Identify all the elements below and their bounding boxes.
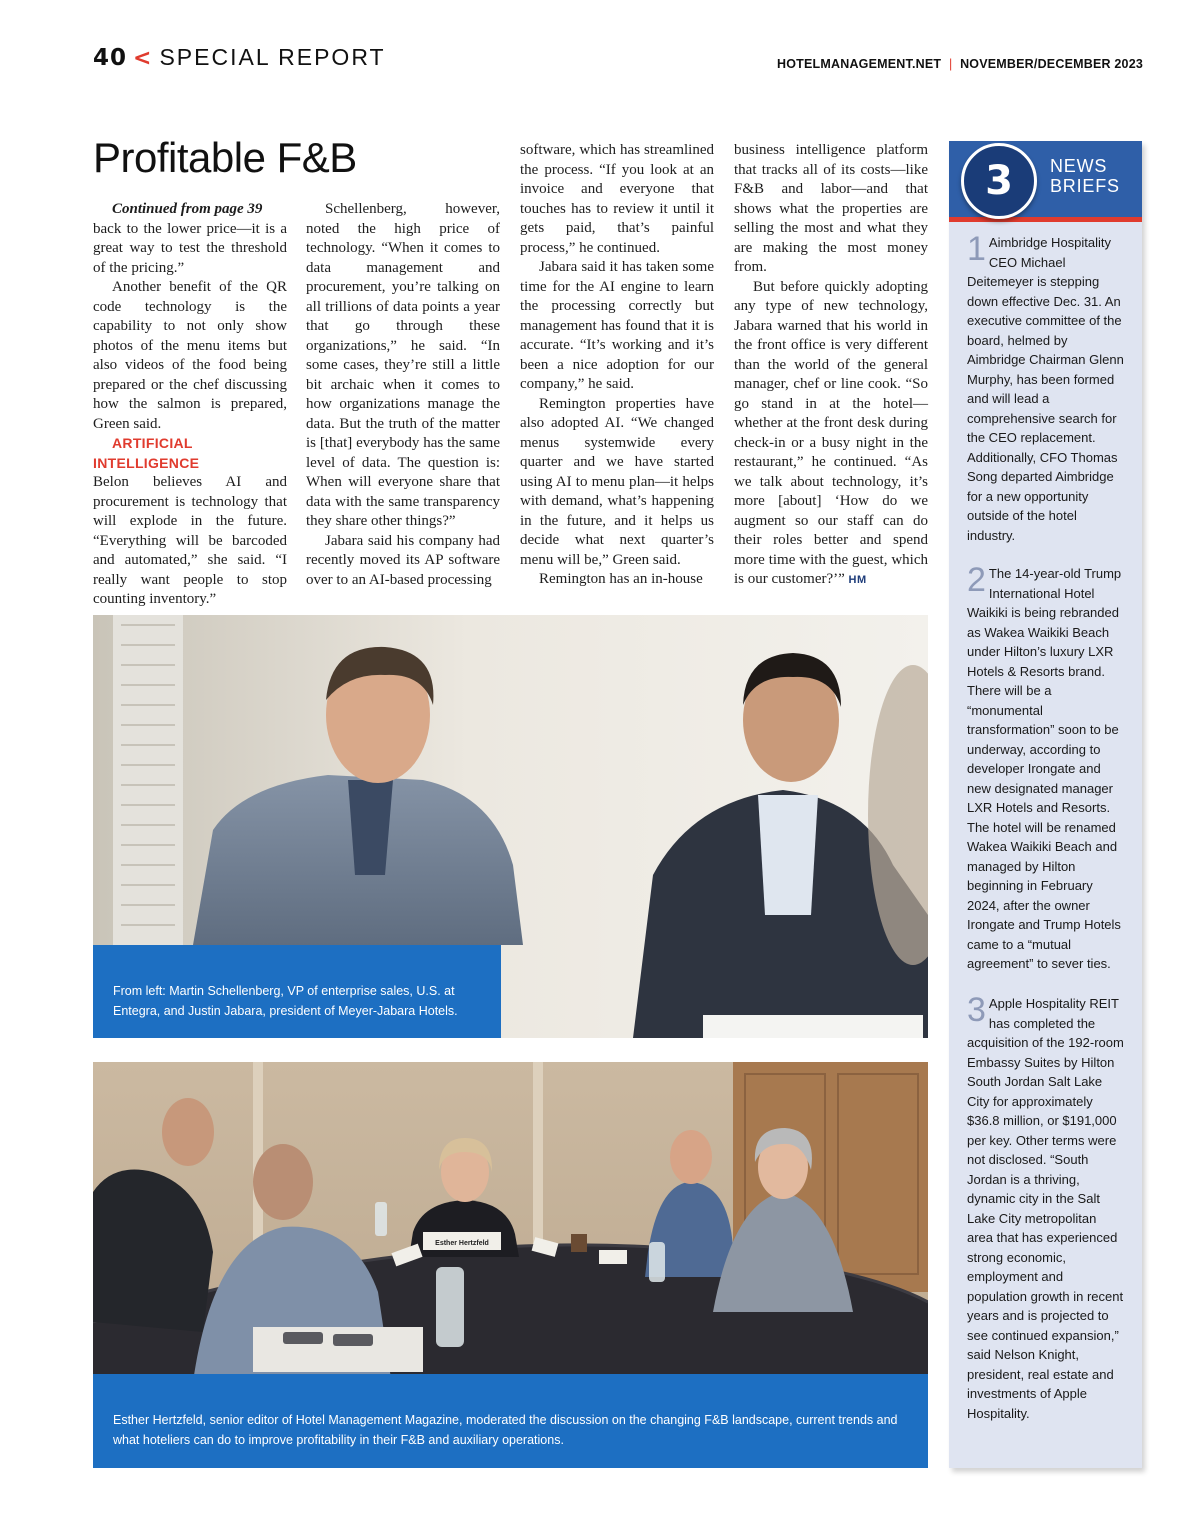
sidebar-stripe (949, 217, 1142, 222)
paragraph: software, which has streamlined the process. “If you look at an invoice and everyone that touches has to review it until it gets paid, that’s painful process,” he continued. (520, 142, 714, 256)
sidebar-title-line: NEWS (1050, 156, 1108, 176)
paragraph: Remington properties have also adopted AI. “We changed menus systemwide every quarter and we have started using AI to menu plan—it helps with demand, what’s happening in the future, and it helps us decide what next quarter’s menu will be,” Green said. (520, 395, 714, 568)
chevron-left-icon: < (133, 46, 152, 71)
photo-caption: Esther Hertzfeld, senior editor of Hotel Management Magazine, moderated the discussion on the changing F&B landscape, current trends and what hoteliers can do to improve profitability in their F&B and auxiliary operations. (93, 1374, 928, 1468)
paragraph: Remington has an in-house (539, 571, 703, 587)
section-label: SPECIAL REPORT (159, 44, 386, 70)
paragraph: Another benefit of the QR code technology is the capability to not only show photos of the menu items but also videos of the food being prepared or the chef discussing how the salmon is prepared, Green said. (93, 279, 287, 432)
brief-count: 3 (985, 158, 1013, 204)
paragraph-final (734, 278, 928, 591)
paragraph: back to the lower price—it is a great way to test the threshold of the pricing.” (93, 220, 287, 276)
article-title: Profitable F&B (93, 134, 357, 181)
news-brief (967, 561, 1125, 974)
continued-from-label: Continued from page 39 (112, 201, 263, 217)
news-brief (967, 230, 1125, 545)
paragraph: Belon believes AI and procurement is technology that will explode in the future. “Everything will be barcoded and automated,” she said. “I really want people to stop counting inventory.” (93, 474, 287, 607)
article-column-1 (93, 200, 287, 610)
paragraph: business intelligence platform that tracks all of its costs—like F&B and labor—and that shows what the properties are selling the most and what they are making the most money from. (734, 142, 928, 275)
paragraph: Jabara said it has taken some time for the AI engine to learn the processing correctly but management has found that it is accurate. “It’s working and it’s been a nice adoption for our company,” he said. (520, 259, 714, 392)
article-column-3 (520, 141, 714, 590)
sidebar-title (1050, 156, 1120, 196)
page-header-right (777, 57, 1143, 71)
photo-roundtable (93, 1062, 928, 1468)
end-mark: HM (848, 574, 867, 586)
issue-date: NOVEMBER/DECEMBER 2023 (960, 57, 1143, 71)
nameplate-label: Esther Hertzfeld (435, 1240, 489, 1247)
article-column-2 (306, 200, 500, 590)
brief-text: The 14-year-old Trump International Hotel Waikiki is being rebranded as Wakea Waikiki Beach under Hilton’s luxury LXR Hotels & Resorts brand. There will be a “monumental transformation” soon to be underway, according to developer Irongate and new designated manager LXR Hotels and Resorts. The hotel will be renamed Wakea Waikiki Beach and managed by Hilton beginning in February 2024, after the owner Irongate and Trump Hotels came to a “mutual agreement” to sever ties. (967, 566, 1122, 971)
site-name: HOTELMANAGEMENT.NET (777, 57, 942, 71)
brief-number: 2 (967, 561, 986, 599)
photo-panelists (93, 615, 928, 1038)
photo-caption: From left: Martin Schellenberg, VP of enterprise sales, U.S. at Entegra, and Justin Jabara, president of Meyer-Jabara Hotels. (93, 945, 501, 1038)
news-brief (967, 991, 1125, 1423)
header-separator: | (948, 57, 953, 71)
subheading: ARTIFICIAL INTELLIGENCE (93, 435, 200, 471)
page-header-left (93, 44, 386, 71)
article-column-4 (734, 141, 928, 591)
brief-text: Apple Hospitality REIT has completed the acquisition of the 192-room Embassy Suites by Hilton South Jordan Salt Lake City for approximately $36.8 million, or $191,000 per key. Other terms were not disclosed. “South Jordan is a thriving, dynamic city in the Salt Lake City metropolitan area that has experienced strong economic, employment and population growth in recent years and is projected to see continued expansion,” said Nelson Knight, president, real estate and investments of Apple Hospitality. (967, 996, 1124, 1421)
page-number: 40 (93, 45, 128, 71)
sidebar-title-line: BRIEFS (1050, 176, 1120, 196)
brief-number: 3 (967, 991, 986, 1029)
brief-count-badge (961, 143, 1037, 219)
paragraph: Jabara said his company had recently moved its AP software over to an AI-based processing (306, 532, 500, 588)
paragraph-text: But before quickly adopting any type of new technology, Jabara warned that his world in the front office is very different than the world of the general manager, chef or line cook. “So go stand in at the hotel—whether at the front desk during check-in or a busy night in the restaurant,” he continued. “As we talk about technology, it’s more [about] ‘How do we augment so our staff can do their roles better and spend more time with the guest, which is our customer?’” (734, 278, 928, 587)
brief-text: Aimbridge Hospitality CEO Michael Deitemeyer is stepping down effective Dec. 31. An executive committee of the board, helmed by Aimbridge Chairman Glenn Murphy, has been formed and will lead a comprehensive search for the CEO replacement. Additionally, CFO Thomas Song departed Aimbridge for a new opportunity outside of the hotel industry. (967, 235, 1124, 543)
brief-number: 1 (967, 230, 986, 268)
paragraph: Schellenberg, however, noted the high price of technology. “When it comes to data management and procurement, you’re talking on all trillions of data points a year that go through these organizations,” he said. “In some cases, they’re still a little bit archaic when it comes to how organizations manage the data. But the truth of the matter is [that] everybody has the same level of data. The question is: When will everyone share that data with the same transparency they share other things?” (306, 201, 500, 529)
news-briefs-sidebar (949, 141, 1142, 1468)
